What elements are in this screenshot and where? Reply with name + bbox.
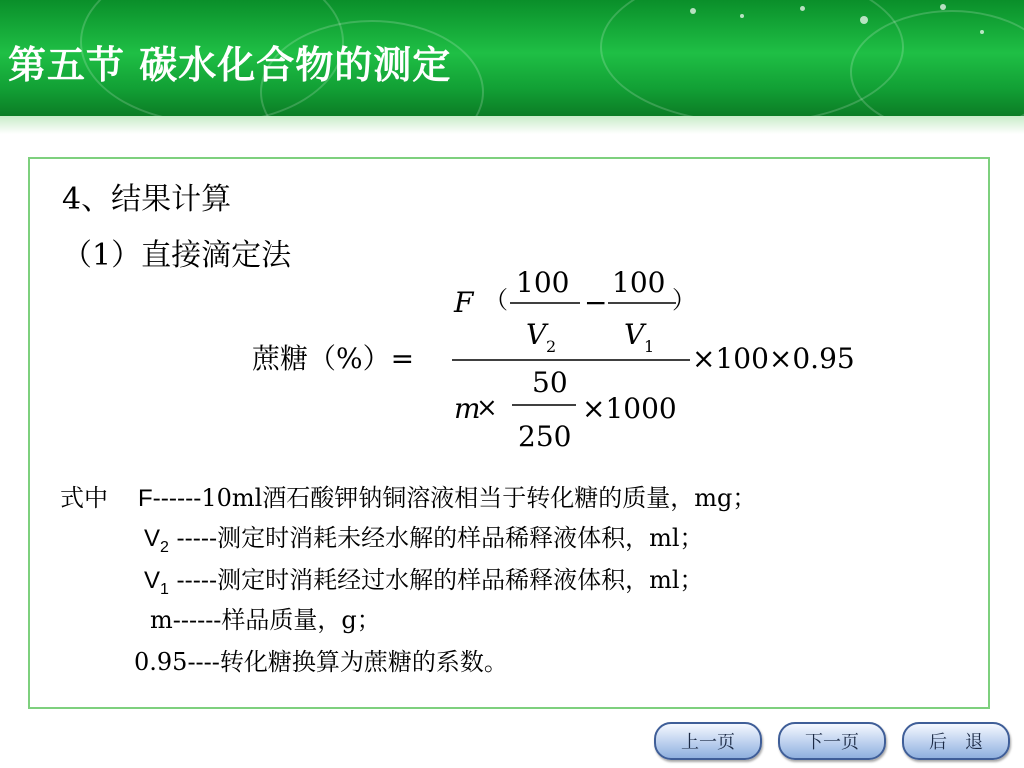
slide-header: [0, 0, 1024, 118]
decor-dot: [860, 16, 868, 24]
legend-F-desc: ------10ml酒石酸钾钠铜溶液相当于转化糖的质量，mg；: [152, 484, 757, 512]
decor-dot: [800, 6, 805, 11]
legend-V1: [144, 560, 704, 599]
formula-v1-sub: 1: [644, 337, 655, 356]
formula-rparen: ）: [672, 286, 696, 314]
decor-dot: [980, 30, 984, 34]
decor-dot: [690, 8, 696, 14]
formula-v1: V: [624, 318, 645, 351]
legend-V2-symbol: V: [144, 525, 161, 552]
legend-V2-desc: -----测定时消耗未经水解的样品稀释液体积，ml；: [168, 524, 704, 552]
formula-times1000: ×1000: [582, 392, 677, 425]
formula-F: F: [454, 286, 474, 319]
next-page-button[interactable]: 下一页: [778, 722, 886, 760]
formula-m: m: [454, 392, 481, 425]
legend-V2: [144, 518, 704, 557]
legend-label: 式中: [60, 484, 108, 512]
formula-n1: 100: [516, 266, 570, 299]
legend-m: m------样品质量，g；: [150, 606, 381, 634]
sucrose-formula: [240, 250, 900, 460]
legend-F-symbol: F: [138, 485, 153, 512]
formula-times: ×: [476, 393, 498, 423]
formula-v2-sub: 2: [546, 337, 557, 356]
decor-dot: [740, 14, 744, 18]
back-button[interactable]: 后 退: [902, 722, 1010, 760]
formula-minus: −: [584, 286, 608, 319]
prev-page-button[interactable]: 上一页: [654, 722, 762, 760]
section-heading: 4、结果计算: [62, 182, 232, 217]
legend-V2-sub: 2: [160, 538, 169, 556]
legend-V1-desc: -----测定时消耗经过水解的样品稀释液体积，ml；: [168, 566, 704, 594]
formula-tail: ×100×0.95: [692, 342, 855, 375]
legend-F: [60, 478, 756, 513]
header-underline: [0, 116, 1024, 134]
formula-d3: 250: [518, 420, 572, 453]
formula-v2: V: [526, 318, 547, 351]
legend-V1-symbol: V: [144, 567, 161, 594]
legend-V1-sub: 1: [160, 580, 169, 598]
method-heading: （1）直接滴定法: [62, 238, 292, 273]
formula-n2: 100: [612, 266, 666, 299]
slide-title: 第五节 碳水化合物的测定: [8, 43, 452, 87]
decor-dot: [940, 4, 946, 10]
formula-lparen: （: [484, 286, 508, 314]
formula-n3: 50: [532, 366, 568, 399]
legend-k: 0.95----转化糖换算为蔗糖的系数。: [134, 648, 508, 676]
formula-lhs: 蔗糖（%）=: [252, 342, 415, 375]
